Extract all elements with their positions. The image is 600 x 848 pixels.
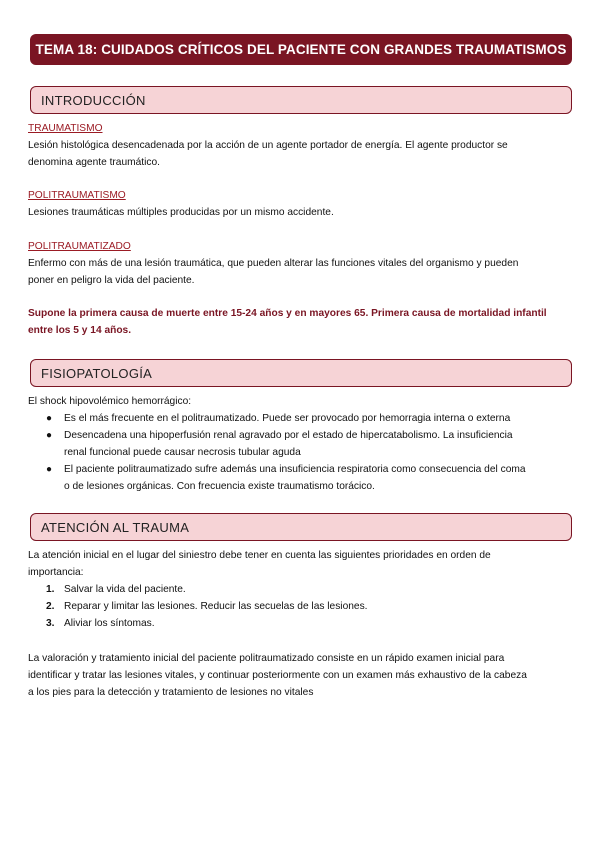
bullet-text: Es el más frecuente en el politraumatizado. Puede ser provocado por hemorragia interna o externa: [64, 413, 511, 424]
section-heading-fisiopatologia: FISIOPATOLOGÍA: [30, 359, 572, 387]
section-heading-introduccion: INTRODUCCIÓN: [30, 86, 572, 114]
intro-block: [28, 120, 576, 171]
def-traumatismo-line1: Lesión histológica desencadenada por la acción de un agente portador de energía. El agente productor se: [28, 140, 508, 151]
def-politraumatizado-line2: poner en peligro la vida del paciente.: [28, 275, 195, 286]
bullet-text-cont: o de lesiones orgánicas. Con frecuencia existe traumatismo torácico.: [64, 481, 375, 492]
intro-block-3: [28, 238, 576, 289]
list-item: [28, 410, 576, 427]
valoracion-line2: identificar y tratar las lesiones vitales, y continuar posteriormente con un examen más exhaustivo de la cabeza: [28, 670, 527, 681]
valoracion-paragraph: [28, 650, 576, 701]
valoracion-line3: a los pies para la detección y tratamiento de lesiones no vitales: [28, 687, 314, 698]
item-text: Salvar la vida del paciente.: [64, 584, 186, 595]
bullet-icon: ●: [46, 464, 53, 475]
term-politraumatizado: POLITRAUMATIZADO: [28, 241, 131, 252]
def-traumatismo-line2: denomina agente traumático.: [28, 157, 160, 168]
mortality-note-line1: Supone la primera causa de muerte entre 15-24 años y en mayores 65. Primera causa de mortalidad infantil: [28, 308, 547, 319]
page-title: TEMA 18: CUIDADOS CRÍTICOS DEL PACIENTE CON GRANDES TRAUMATISMOS: [30, 34, 572, 65]
fisio-bullet-list: [28, 410, 576, 495]
mortality-note-line2: entre los 5 y 14 años.: [28, 325, 132, 336]
list-item: [28, 461, 576, 495]
item-number: 1.: [46, 584, 55, 595]
list-item: [28, 581, 576, 598]
def-politraumatismo: Lesiones traumáticas múltiples producidas por un mismo accidente.: [28, 207, 334, 218]
fisio-lead: El shock hipovolémico hemorrágico:: [28, 396, 192, 407]
bullet-text: El paciente politraumatizado sufre además una insuficiencia respiratoria como consecuencia del coma: [64, 464, 526, 475]
list-item: [28, 598, 576, 615]
intro-block-2: [28, 187, 576, 221]
bullet-text: Desencadena una hipoperfusión renal agravado por el estado de hipercatabolismo. La insuficiencia: [64, 430, 513, 441]
def-politraumatizado-line1: Enfermo con más de una lesión traumática, que pueden alterar las funciones vitales del organismo y pueden: [28, 258, 519, 269]
item-number: 3.: [46, 618, 55, 629]
fisio-block: [28, 393, 576, 495]
atencion-lead-line2: importancia:: [28, 567, 84, 578]
bullet-text-cont: renal funcional puede causar necrosis tubular aguda: [64, 447, 301, 458]
term-politraumatismo: POLITRAUMATISMO: [28, 190, 126, 201]
mortality-note: [28, 305, 576, 339]
term-traumatismo: TRAUMATISMO: [28, 123, 103, 134]
item-number: 2.: [46, 601, 55, 612]
atencion-lead-line1: La atención inicial en el lugar del siniestro debe tener en cuenta las siguientes prioridades en orden de: [28, 550, 491, 561]
valoracion-line1: La valoración y tratamiento inicial del paciente politraumatizado consiste en un rápido examen inicial para: [28, 653, 505, 664]
bullet-icon: ●: [46, 430, 53, 441]
section-heading-atencion-trauma: ATENCIÓN AL TRAUMA: [30, 513, 572, 541]
item-text: Aliviar los síntomas.: [64, 618, 155, 629]
bullet-icon: ●: [46, 413, 53, 424]
list-item: [28, 615, 576, 632]
item-text: Reparar y limitar las lesiones. Reducir las secuelas de las lesiones.: [64, 601, 368, 612]
priority-list: [28, 581, 576, 632]
list-item: [28, 427, 576, 461]
atencion-block: [28, 547, 576, 632]
